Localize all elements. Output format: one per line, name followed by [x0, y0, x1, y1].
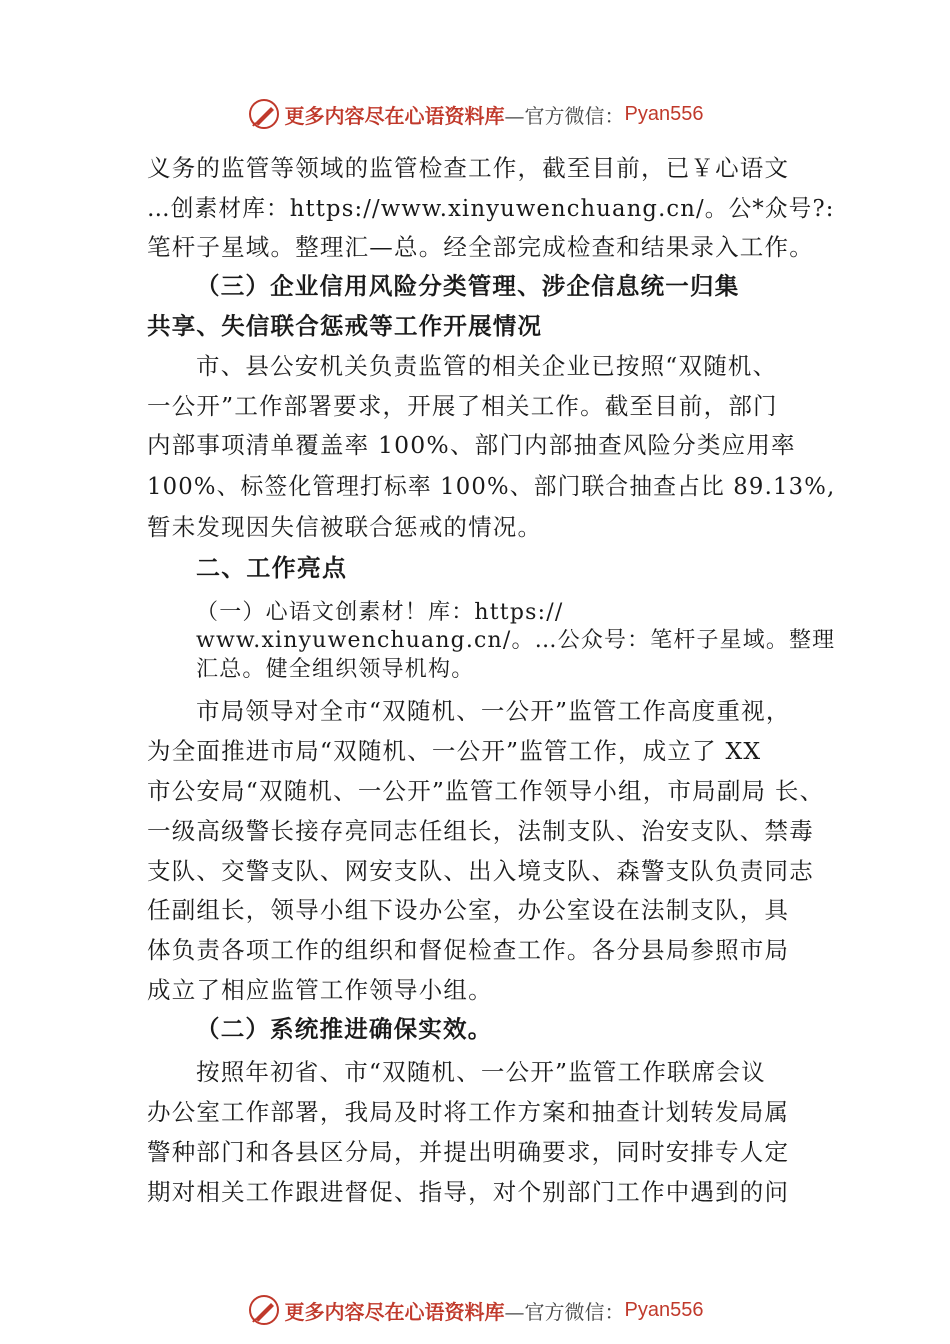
body-line: 支队、交警支队、网安支队、出入境支队、森警支队负责同志 [147, 857, 814, 885]
body-line: 任副组长，领导小组下设办公室，办公室设在法制支队，具 [147, 896, 790, 924]
watermark-text-2: —官方微信： [504, 103, 625, 128]
body-line: 义务的监管等领域的监管检查工作，截至目前，已￥心语文 [147, 154, 790, 182]
body-line: 警种部门和各县区分局，并提出明确要求，同时安排专人定 [147, 1138, 790, 1166]
watermark-text-2: —官方微信： [504, 1299, 625, 1324]
body-line: （一）心语文创素材！库：https:// [196, 600, 564, 625]
body-line: 一公开”工作部署要求，开展了相关工作。截至目前，部门 [147, 392, 778, 420]
body-line: 成立了相应监管工作领导小组。 [147, 976, 493, 1004]
body-line: 期对相关工作跟进督促、指导，对个别部门工作中遇到的问 [147, 1178, 790, 1206]
body-line: …创素材库：https://www.xinyuwenchuang.cn/。公*众号?: [147, 194, 835, 222]
watermark-text-1: 更多内容尽在心语资料库 [284, 1299, 505, 1324]
watermark-text-3: Pyan556 [624, 102, 704, 125]
watermark-footer [0, 1290, 950, 1330]
body-line: 一级高级警长接存亮同志任组长，法制支队、治安支队、禁毒 [147, 817, 814, 845]
body-line: 内部事项清单覆盖率 100%、部门内部抽查风险分类应用率 [147, 431, 796, 459]
section-heading: （三）企业信用风险分类管理、涉企信息统一归集 [196, 272, 740, 300]
body-line: 体负责各项工作的组织和督促检查工作。各分县局参照市局 [147, 936, 790, 964]
body-line: 为全面推进市局“双随机、一公开”监管工作，成立了 XX [147, 737, 762, 765]
body-line: 100%、标签化管理打标率 100%、部门联合抽查占比 89.13%, [147, 472, 836, 500]
brush-logo-icon [247, 97, 281, 131]
body-line: 市公安局“双随机、一公开”监管工作领导小组，市局副局 长、 [147, 777, 825, 805]
section-heading: 共享、失信联合惩戒等工作开展情况 [147, 312, 543, 340]
body-line: 暂未发现因失信被联合惩戒的情况。 [147, 513, 543, 541]
body-line: 市、县公安机关负责监管的相关企业已按照“双随机、 [196, 352, 778, 380]
body-line: 办公室工作部署，我局及时将工作方案和抽查计划转发局属 [147, 1098, 790, 1126]
section-heading: （二）系统推进确保实效。 [196, 1015, 493, 1043]
watermark-header [0, 94, 950, 134]
body-line: 市局领导对全市“双随机、一公开”监管工作高度重视， [196, 697, 791, 725]
body-line: www.xinyuwenchuang.cn/。…公众号：笔杆子星域。整理 [196, 628, 836, 653]
watermark-text-1: 更多内容尽在心语资料库 [284, 103, 505, 128]
body-line: 笔杆子星域。整理汇—总。经全部完成检查和结果录入工作。 [147, 233, 814, 261]
chapter-heading: 二、工作亮点 [196, 554, 348, 582]
brush-logo-icon [247, 1293, 281, 1327]
body-line: 汇总。健全组织领导机构。 [196, 657, 475, 682]
watermark-text-3: Pyan556 [624, 1298, 704, 1321]
body-line: 按照年初省、市“双随机、一公开”监管工作联席会议 [196, 1058, 766, 1086]
